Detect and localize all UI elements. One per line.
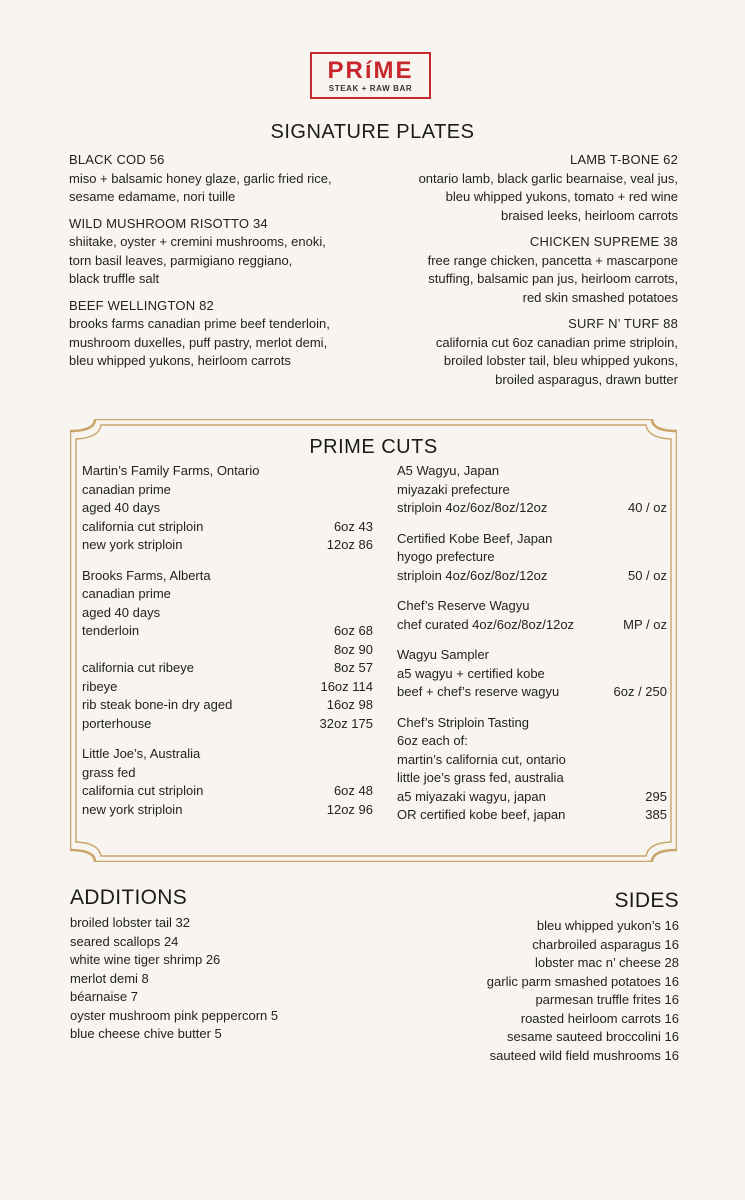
additions-list	[70, 914, 370, 1044]
dish-description: stuffing, balsamic pan jus, heirloom carrots,	[428, 271, 678, 286]
cut-price: 6oz 68	[333, 623, 373, 638]
cut-label: little joe’s grass fed, australia	[397, 770, 564, 785]
dish-name: LAMB T-BONE 62	[569, 152, 678, 167]
cut-label: california cut striploin	[82, 783, 204, 798]
signature-right-column	[368, 151, 678, 397]
cut-label: Wagyu Sampler	[397, 647, 489, 662]
cut-label: Little Joe’s, Australia	[82, 746, 201, 761]
prime-cuts-heading: PRIME CUTS	[309, 436, 438, 458]
cut-row	[82, 462, 373, 481]
cut-group	[397, 597, 667, 634]
side-item: bleu whipped yukon’s 16	[536, 918, 679, 933]
addition-item: seared scallops 24	[70, 933, 179, 949]
cut-label: hyogo prefecture	[397, 549, 495, 564]
cut-row	[397, 646, 667, 665]
cut-label: Chef’s Reserve Wagyu	[397, 598, 530, 613]
cut-label: a5 miyazaki wagyu, japan	[397, 788, 546, 804]
cut-row	[82, 678, 373, 697]
cut-label: miyazaki prefecture	[397, 481, 510, 497]
cut-label: striploin 4oz/6oz/8oz/12oz	[397, 500, 548, 515]
dish-description: broiled asparagus, drawn butter	[495, 371, 678, 387]
dish-description: bleu whipped yukons, heirloom carrots	[69, 353, 291, 368]
addition-item: blue cheese chive butter 5	[70, 1026, 222, 1041]
cut-group	[397, 646, 667, 702]
cut-row	[397, 597, 667, 616]
dish-description: free range chicken, pancetta + mascarpone	[427, 252, 678, 268]
cut-price: 6oz / 250	[613, 684, 667, 699]
dish-item	[368, 315, 678, 389]
cut-row	[397, 567, 667, 586]
cut-group	[397, 530, 667, 586]
cut-row	[82, 567, 373, 586]
cut-row	[397, 499, 667, 518]
cut-row	[397, 788, 667, 807]
cut-price: 16oz 98	[326, 697, 373, 712]
cut-label: A5 Wagyu, Japan	[397, 463, 500, 478]
dish-description: shiitake, oyster + cremini mushrooms, enoki,	[69, 234, 326, 249]
cut-label: chef curated 4oz/6oz/8oz/12oz	[397, 616, 575, 632]
cut-label: a5 wagyu + certified kobe	[397, 665, 545, 681]
cut-label: aged 40 days	[82, 604, 161, 620]
cut-label: new york striploin	[82, 537, 183, 552]
dish-description: brooks farms canadian prime beef tenderloin,	[69, 316, 330, 331]
cut-label: tenderloin	[82, 623, 140, 638]
side-item: roasted heirloom carrots 16	[520, 1010, 679, 1026]
cut-label: grass fed	[82, 764, 136, 780]
side-item: parmesan truffle frites 16	[535, 992, 679, 1007]
cut-group	[82, 462, 373, 555]
cut-price: 50 / oz	[627, 567, 667, 583]
cut-row	[82, 659, 373, 678]
cut-row	[397, 806, 667, 825]
cut-label: Martin’s Family Farms, Ontario	[82, 463, 260, 478]
addition-item: béarnaise 7	[70, 989, 138, 1004]
dish-item	[69, 215, 379, 289]
cut-row	[82, 715, 373, 734]
addition-item: merlot demi 8	[70, 970, 149, 986]
dish-name: BLACK COD 56	[69, 152, 165, 167]
dish-name: CHICKEN SUPREME 38	[529, 234, 678, 249]
cut-label: california cut ribeye	[82, 660, 194, 675]
cut-group	[82, 745, 373, 819]
cut-row	[397, 769, 667, 788]
cut-label: canadian prime	[82, 586, 171, 601]
side-item: sesame sauteed broccolini 16	[507, 1029, 679, 1044]
cut-price: 32oz 175	[319, 715, 373, 731]
cut-label: beef + chef’s reserve wagyu	[397, 684, 560, 699]
cut-row	[82, 604, 373, 623]
cut-label: california cut striploin	[82, 518, 204, 534]
cut-price: 385	[645, 807, 667, 822]
side-item: charbroiled asparagus 16	[532, 936, 679, 952]
addition-item: white wine tiger shrimp 26	[70, 952, 221, 967]
cut-price: 40 / oz	[627, 500, 667, 515]
dish-description: california cut 6oz canadian prime striploin,	[435, 334, 678, 350]
dish-item	[69, 297, 379, 371]
sides-list	[400, 917, 679, 1065]
cut-row	[82, 641, 373, 660]
dish-description: red skin smashed potatoes	[522, 289, 678, 305]
cut-label: Chef’s Striploin Tasting	[397, 714, 529, 730]
side-item: garlic parm smashed potatoes 16	[486, 973, 679, 989]
dish-item	[368, 151, 678, 225]
cut-label: OR certified kobe beef, japan	[397, 807, 566, 822]
side-item: lobster mac n’ cheese 28	[534, 955, 679, 970]
cut-row	[397, 548, 667, 567]
cut-row	[397, 732, 667, 751]
logo-wordmark: PRíME	[327, 57, 414, 84]
cut-price: MP / oz	[623, 616, 667, 632]
dish-description: miso + balsamic honey glaze, garlic fried rice,	[69, 170, 332, 186]
cut-group	[82, 567, 373, 734]
cut-price: 295	[645, 788, 667, 804]
cut-row	[397, 530, 667, 549]
cut-price: 6oz 48	[333, 783, 373, 798]
cut-price: 8oz 57	[333, 660, 373, 675]
dish-name: BEEF WELLINGTON 82	[69, 297, 214, 313]
cut-row	[397, 683, 667, 702]
dish-name: WILD MUSHROOM RISOTTO 34	[69, 215, 268, 231]
dish-name: SURF N’ TURF 88	[568, 316, 678, 331]
cut-label: 6oz each of:	[397, 733, 468, 748]
cut-label: aged 40 days	[82, 500, 161, 515]
cut-label: ribeye	[82, 678, 118, 694]
cut-row	[82, 696, 373, 715]
cut-row	[397, 714, 667, 733]
cut-price: 6oz 43	[333, 518, 373, 534]
logo-tagline: STEAK + RAW BAR	[328, 84, 413, 93]
prime-cuts-left-column	[82, 462, 373, 831]
cut-row	[397, 462, 667, 481]
cut-label: new york striploin	[82, 801, 183, 817]
cut-label: porterhouse	[82, 715, 152, 731]
cut-row	[397, 616, 667, 635]
signature-left-column	[69, 151, 379, 379]
side-item: sauteed wild field mushrooms 16	[489, 1047, 679, 1063]
dish-item	[69, 151, 379, 207]
cut-label: martin’s california cut, ontario	[397, 751, 566, 767]
cut-label: striploin 4oz/6oz/8oz/12oz	[397, 567, 548, 583]
cut-row	[82, 622, 373, 641]
cut-row	[397, 481, 667, 500]
addition-item: broiled lobster tail 32	[70, 915, 190, 930]
dish-description: black truffle salt	[69, 271, 160, 286]
cut-label: Certified Kobe Beef, Japan	[397, 530, 553, 546]
sides-heading: SIDES	[614, 889, 679, 912]
cut-price: 8oz 90	[333, 641, 373, 657]
cut-group	[397, 462, 667, 518]
dish-description: bleu whipped yukons, tomato + red wine	[445, 189, 678, 204]
cut-row	[397, 665, 667, 684]
cut-price: 12oz 96	[326, 801, 373, 817]
cut-price: 12oz 86	[326, 537, 373, 552]
dish-description: broiled lobster tail, bleu whipped yukons,	[443, 353, 678, 368]
dish-description: braised leeks, heirloom carrots	[500, 207, 678, 223]
cut-price: 16oz 114	[320, 678, 373, 694]
dish-description: sesame edamame, nori tuille	[69, 189, 236, 204]
dish-description: ontario lamb, black garlic bearnaise, veal jus,	[418, 170, 678, 186]
cut-row	[82, 536, 373, 555]
cut-row	[82, 481, 373, 500]
cut-row	[397, 751, 667, 770]
cut-row	[82, 518, 373, 537]
cut-row	[82, 801, 373, 820]
cut-row	[82, 585, 373, 604]
cut-row	[82, 764, 373, 783]
addition-item: oyster mushroom pink peppercorn 5	[70, 1007, 279, 1023]
additions-heading: ADDITIONS	[70, 886, 188, 909]
prime-logo	[310, 52, 431, 99]
cut-row	[82, 782, 373, 801]
cut-label: Brooks Farms, Alberta	[82, 567, 211, 583]
dish-description: mushroom duxelles, puff pastry, merlot demi,	[69, 334, 328, 350]
dish-item	[368, 233, 678, 307]
signature-plates-heading: SIGNATURE PLATES	[270, 121, 475, 143]
cut-row	[82, 745, 373, 764]
cut-label: rib steak bone-in dry aged	[82, 697, 233, 712]
cut-row	[82, 499, 373, 518]
cut-label: canadian prime	[82, 481, 171, 497]
prime-cuts-right-column	[397, 462, 667, 837]
cut-group	[397, 714, 667, 825]
dish-description: torn basil leaves, parmigiano reggiano,	[69, 252, 293, 268]
